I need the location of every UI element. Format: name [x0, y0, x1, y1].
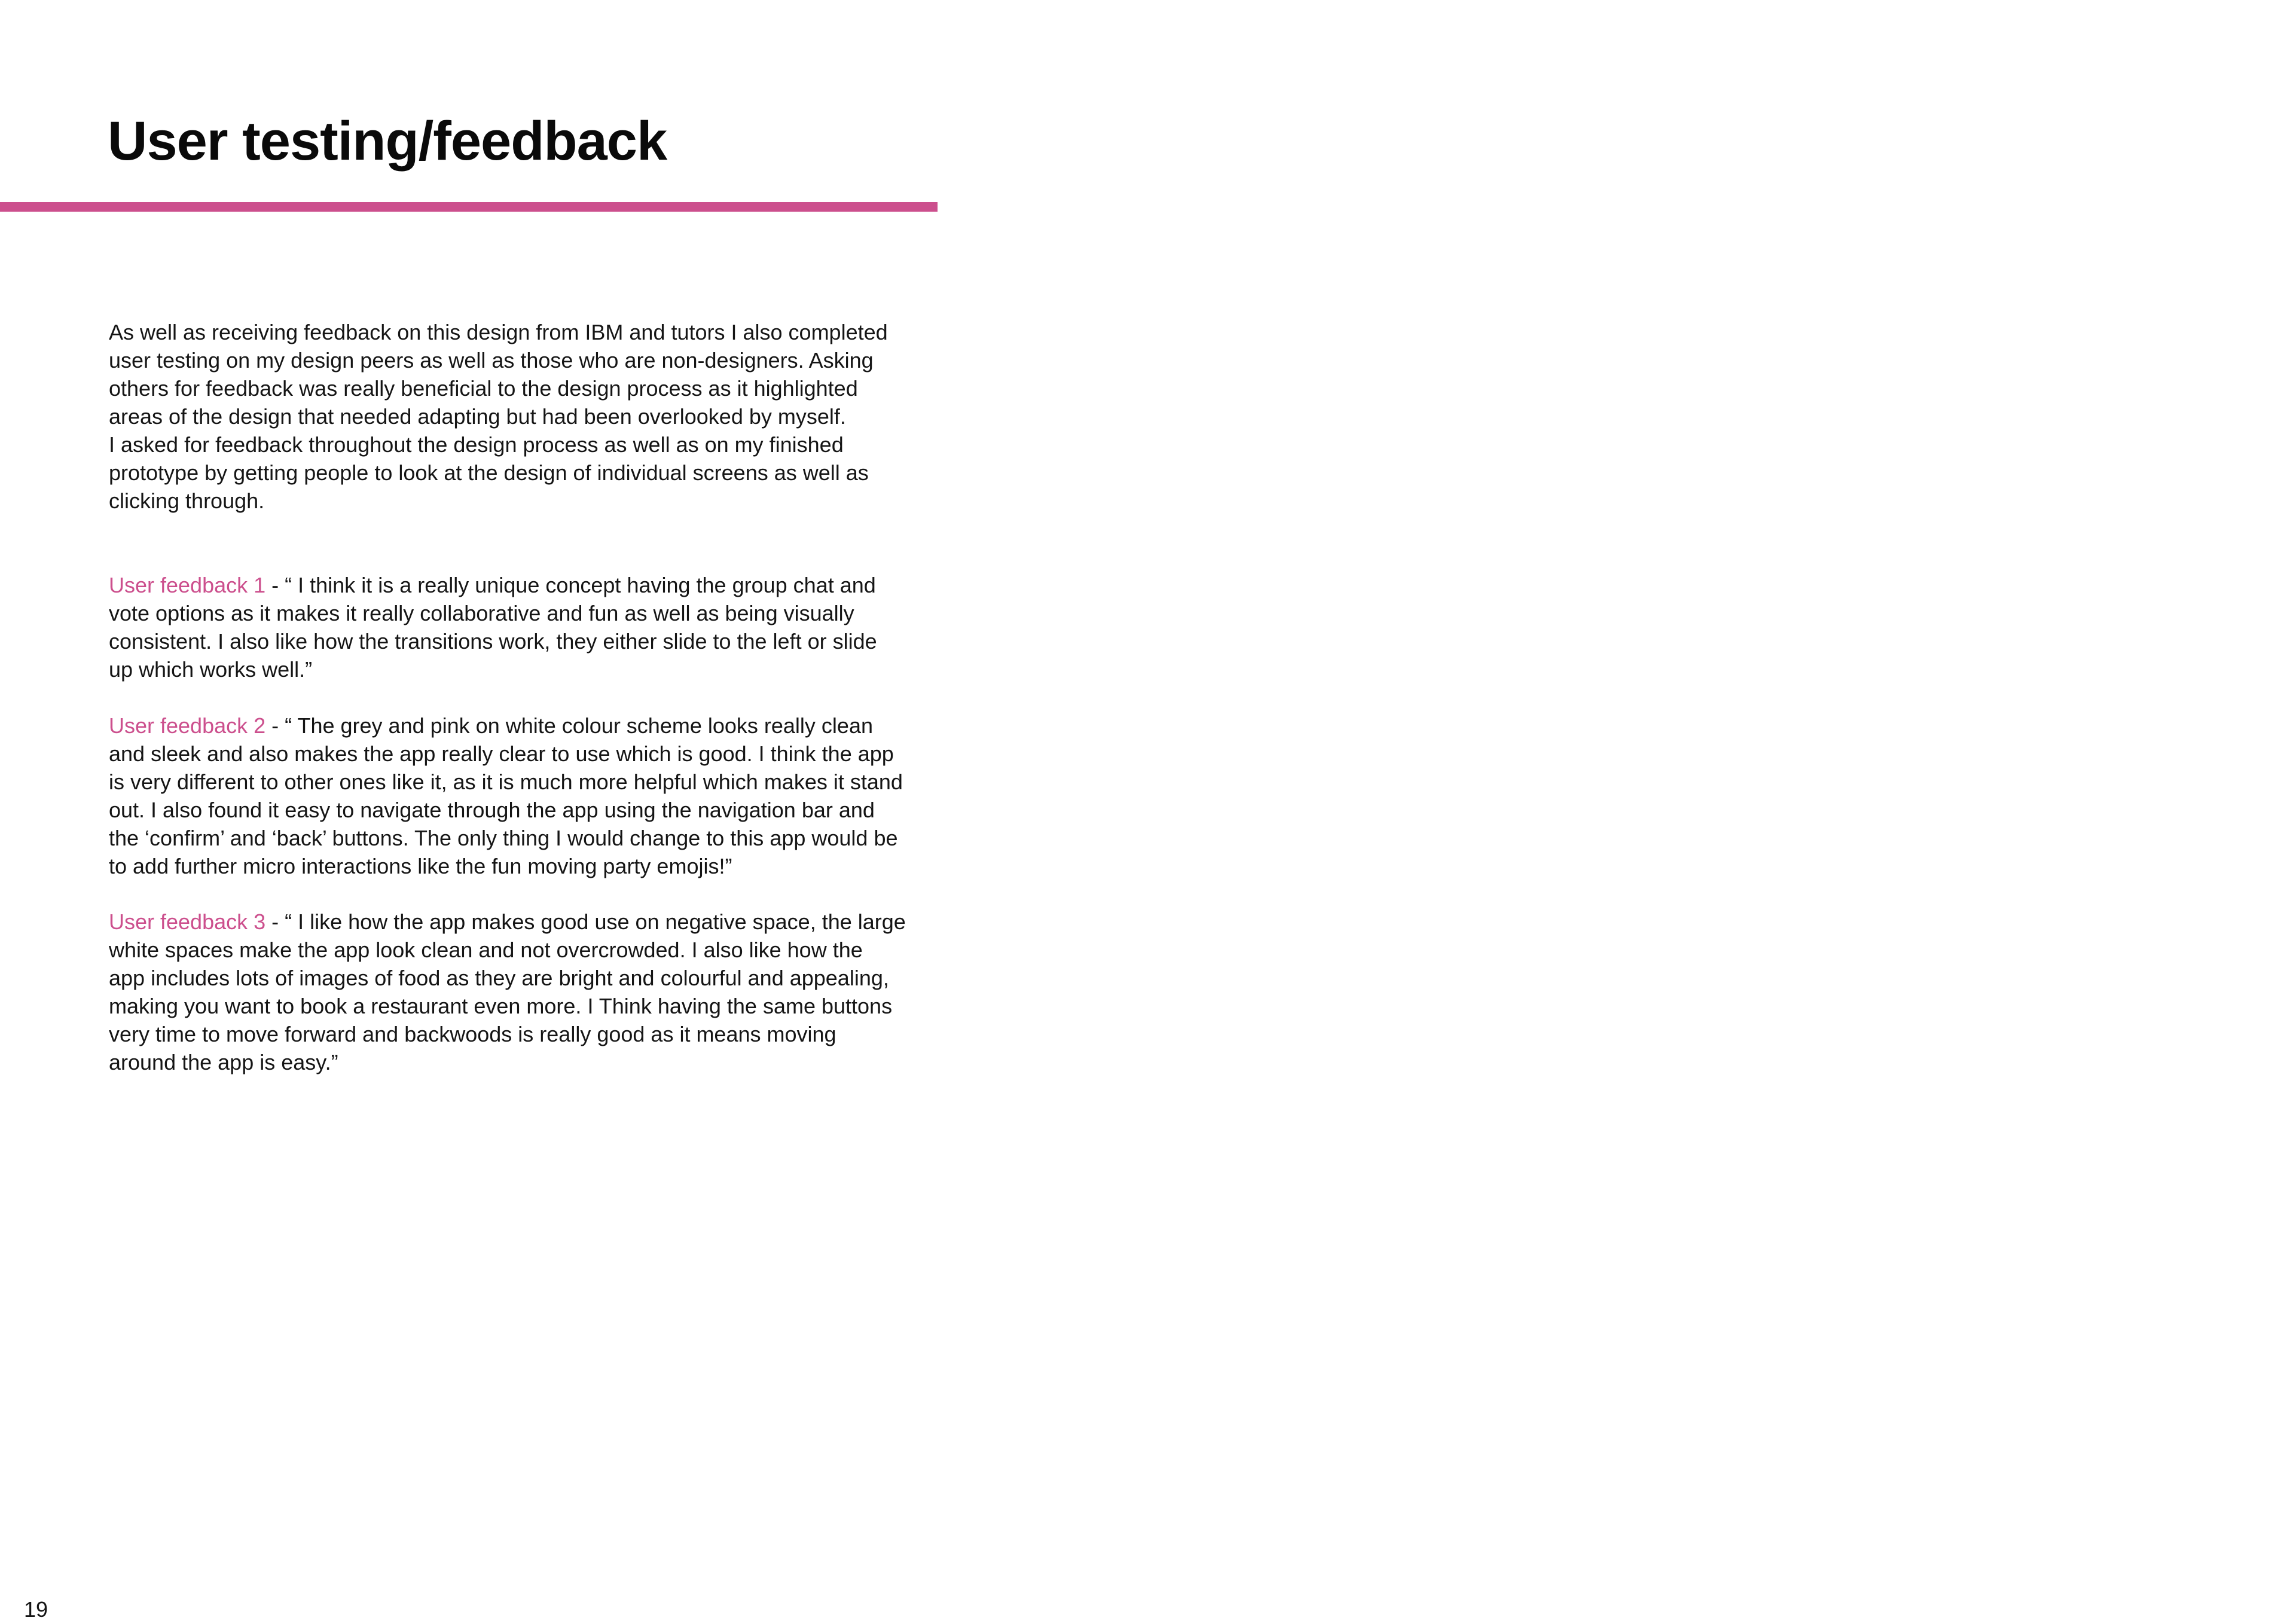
title-underline-rule — [0, 202, 938, 212]
feedback-line: the ‘confirm’ and ‘back’ buttons. The only thing I would change to this app would be — [109, 826, 898, 850]
feedback-line: and sleek and also makes the app really clear to use which is good. I think the app — [109, 741, 894, 766]
feedback-line: very time to move forward and backwoods is really good as it means moving — [109, 1022, 836, 1046]
intro-line: others for feedback was really beneficial to the design process as it highlighted — [109, 376, 858, 401]
user-feedback-3-paragraph — [109, 908, 946, 1076]
feedback-quote-start: - “ I like how the app makes good use on negative space, the large — [265, 909, 906, 934]
feedback-line: app includes lots of images of food as they are bright and colourful and appealing, — [109, 966, 889, 990]
feedback-line: vote options as it makes it really collaborative and fun as well as being visually — [109, 601, 854, 625]
intro-paragraph — [109, 318, 946, 515]
feedback-quote-start: - “ I think it is a really unique concept having the group chat and — [265, 573, 876, 597]
feedback-line: to add further micro interactions like the fun moving party emojis!” — [109, 854, 732, 878]
feedback-label: User feedback 3 — [109, 909, 266, 934]
page-title: User testing/feedback — [108, 111, 667, 172]
intro-line: I asked for feedback throughout the design process as well as on my finished — [109, 432, 844, 457]
feedback-line: is very different to other ones like it, as it is much more helpful which makes it stand — [109, 770, 903, 794]
feedback-label: User feedback 2 — [109, 713, 266, 738]
intro-line: prototype by getting people to look at the design of individual screens as well as — [109, 460, 869, 485]
feedback-line: white spaces make the app look clean and not overcrowded. I also like how the — [109, 938, 863, 962]
feedback-line: out. I also found it easy to navigate through the app using the navigation bar and — [109, 798, 875, 822]
user-feedback-1-paragraph — [109, 571, 946, 683]
feedback-first-line — [109, 908, 946, 936]
feedback-line: consistent. I also like how the transitions work, they either slide to the left or slide — [109, 629, 877, 654]
page-number: 19 — [24, 1597, 48, 1622]
feedback-line: around the app is easy.” — [109, 1050, 338, 1074]
feedback-first-line — [109, 712, 946, 740]
intro-line: clicking through. — [109, 489, 265, 513]
user-feedback-2-paragraph — [109, 712, 946, 880]
intro-line: As well as receiving feedback on this design from IBM and tutors I also completed — [109, 320, 888, 344]
feedback-line: up which works well.” — [109, 657, 313, 682]
feedback-quote-start: - “ The grey and pink on white colour scheme looks really clean — [265, 713, 873, 738]
intro-line: user testing on my design peers as well as those who are non-designers. Asking — [109, 348, 874, 373]
intro-line: areas of the design that needed adapting but had been overlooked by myself. — [109, 404, 846, 429]
feedback-first-line — [109, 571, 946, 599]
feedback-label: User feedback 1 — [109, 573, 266, 597]
feedback-line: making you want to book a restaurant even more. I Think having the same buttons — [109, 994, 893, 1018]
